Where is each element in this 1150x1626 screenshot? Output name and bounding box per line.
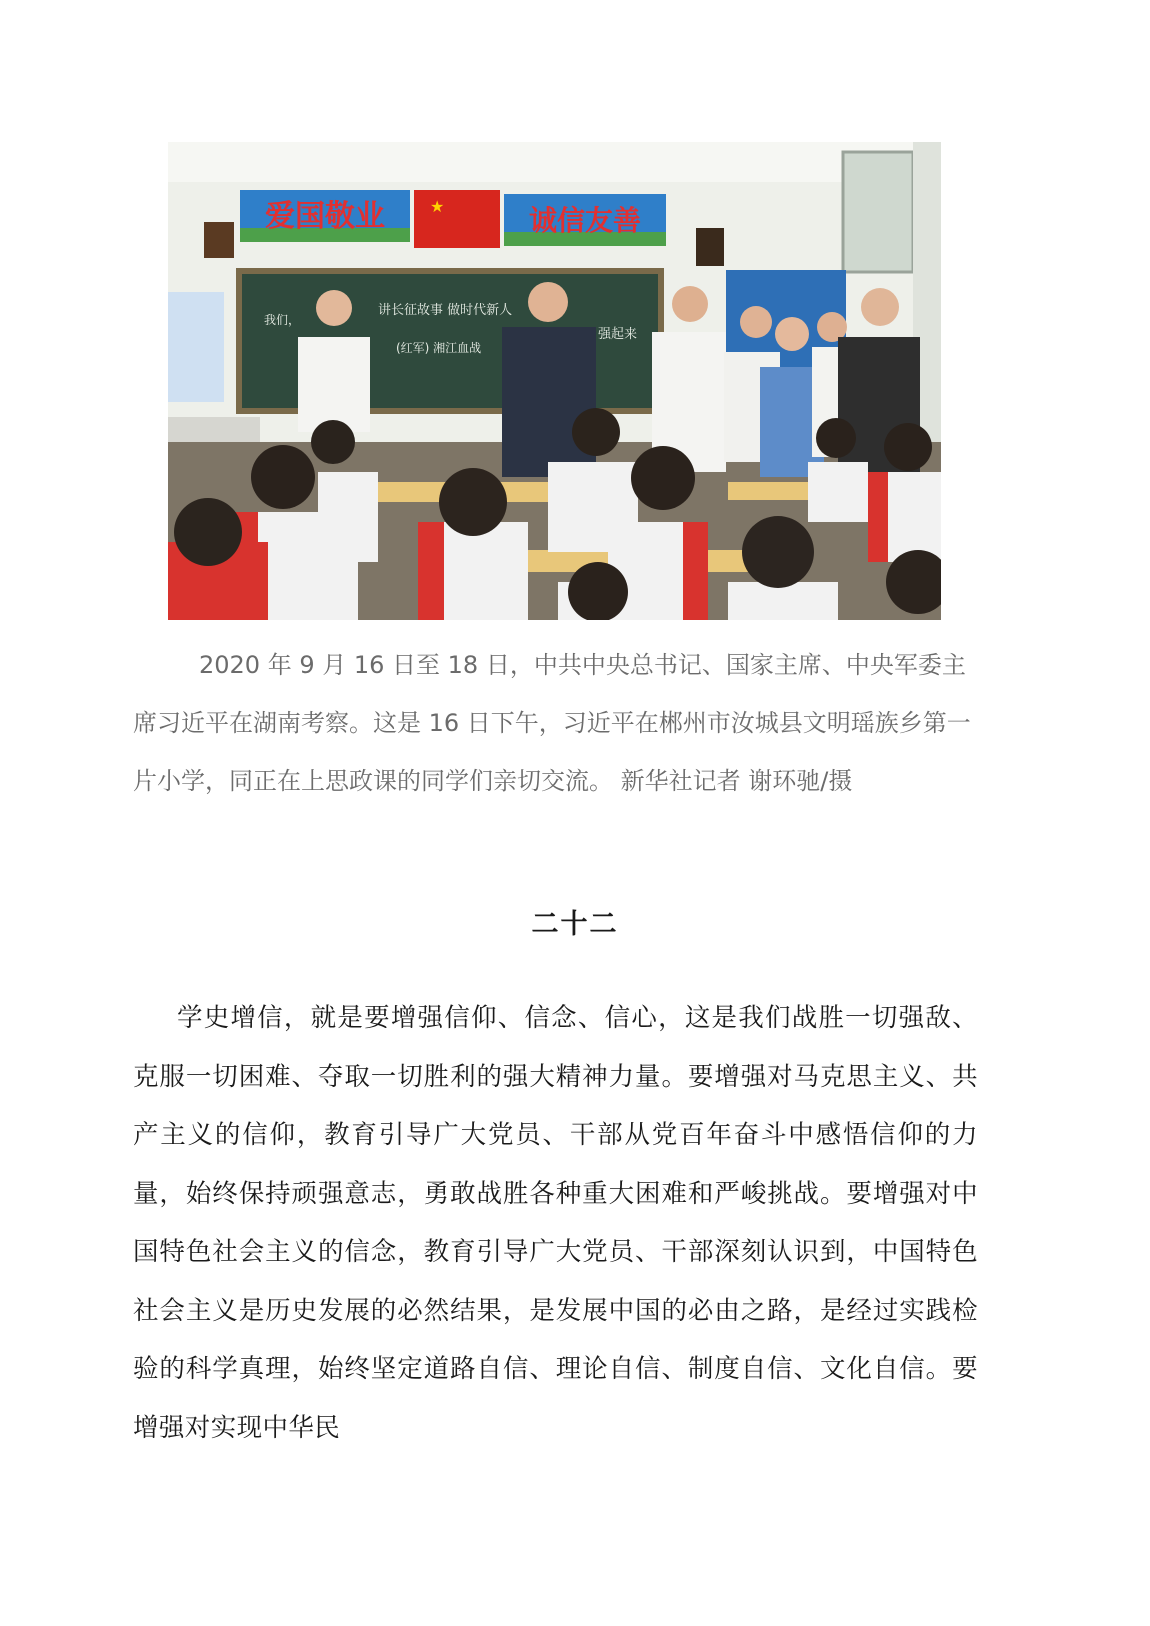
- svg-text:★: ★: [430, 197, 445, 216]
- body-paragraph: 学史增信，就是要增强信仰、信念、信心，这是我们战胜一切强敌、克服一切困难、夺取一切胜利的强大精神力量。要增强对马克思主义、共产主义的信仰，教育引导广大党员、干部从党百年奋斗中感悟信仰的力量，始终保持顽强意志，勇敢战胜各种重大困难和严峻挑战。要增强对中国特色社会主义的信念，教育引导广大党员、干部深刻认识到，中国特色社会主义是历史发展的必然结果，是发展中国的必由之路，是经过实践检验的科学真理，始终坚定道路自信、理论自信、制度自信、文化自信。要增强对实现中华民: [133, 1003, 978, 1443]
- classroom-photo: [168, 142, 941, 620]
- board-middle: (红军) 湘江血战: [396, 341, 482, 355]
- national-flag: [414, 190, 500, 248]
- board-title: 讲长征故事 做时代新人: [378, 303, 513, 318]
- photo-caption: 2020 年 9 月 16 日至 18 日，中共中央总书记、国家主席、中央军委主席习近平在湖南考察。这是 16 日下午，习近平在郴州市汝城县文明瑶族乡第一片小学，同正在上思政课的同学们亲切交流。 新华社记者 谢环驰/摄: [133, 651, 971, 795]
- banner-right: [504, 194, 666, 246]
- banner-left-text: 爱国敬业: [265, 199, 385, 234]
- banner-left: [240, 190, 410, 242]
- banner-right-text: 诚信友善: [528, 204, 642, 237]
- board-left-heading: 我们，: [264, 313, 301, 327]
- board-right: 强起来: [598, 327, 638, 342]
- section-title: 二十二: [531, 909, 619, 940]
